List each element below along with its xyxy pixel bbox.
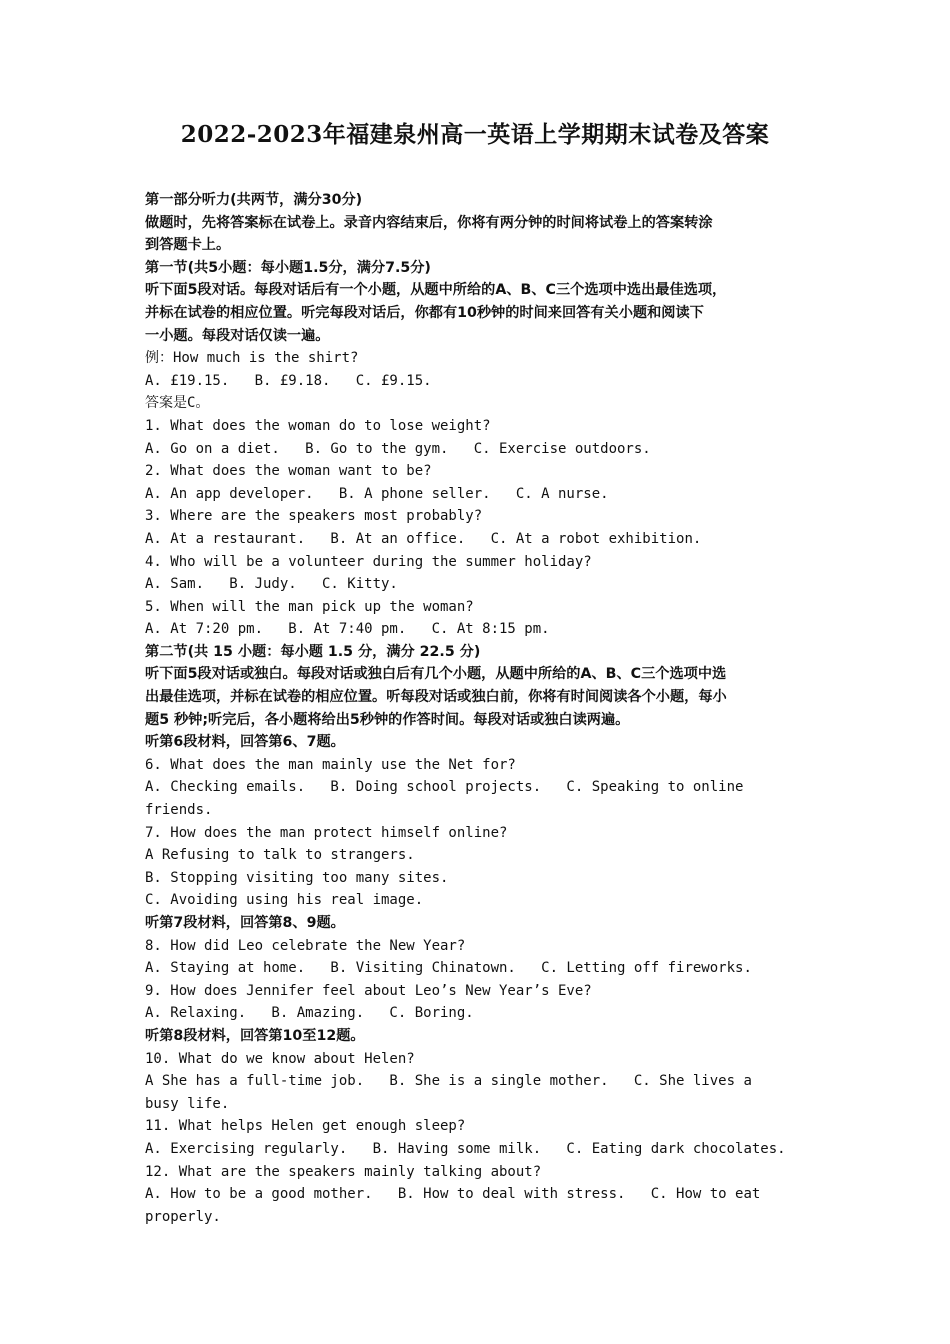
- question-text-line: 8. How did Leo celebrate the New Year?: [145, 937, 466, 954]
- question-text-line: 6. What does the man mainly use the Net for?: [145, 756, 516, 773]
- page-title: 2022-2023年福建泉州高一英语上学期期末试卷及答案: [180, 121, 770, 148]
- section-text-line: 第二节(共 15 小题：每小题 1.5 分，满分 22.5 分): [145, 643, 481, 660]
- question-text-line: 7. How does the man protect himself online?: [145, 824, 508, 841]
- section-text-line: 听下面5段对话。每段对话后有一个小题，从题中所给的A、B、C三个选项中选出最佳选项，: [145, 282, 727, 299]
- question-text-line: 2. What does the woman want to be?: [145, 463, 432, 480]
- question-text-line: B. Stopping visiting too many sites.: [145, 869, 449, 886]
- question-text-line: A. Exercising regularly. B. Having some milk. C. Eating dark chocolates.: [145, 1140, 786, 1157]
- question-text-line: 1. What does the woman do to lose weight?: [145, 417, 491, 434]
- question-text-line: A. An app developer. B. A phone seller. C. A nurse.: [145, 485, 609, 502]
- question-text-line: 答案是C。: [145, 395, 210, 412]
- question-text-line: A Refusing to talk to strangers.: [145, 847, 415, 864]
- section-text-line: 听第8段材料，回答第10至12题。: [145, 1027, 365, 1044]
- question-text-line: A. Sam. B. Judy. C. Kitty.: [145, 576, 398, 593]
- question-text-line: A. How to be a good mother. B. How to deal with stress. C. How to eat: [145, 1186, 761, 1203]
- section-text-line: 听下面5段对话或独白。每段对话或独白后有几个小题，从题中所给的A、B、C三个选项中选: [145, 666, 727, 683]
- section-text-line: 做题时，先将答案标在试卷上。录音内容结束后，你将有两分钟的时间将试卷上的答案转涂: [145, 214, 713, 231]
- question-text-line: 3. Where are the speakers most probably?: [145, 508, 483, 525]
- question-text-line: properly.: [145, 1208, 221, 1225]
- question-text-line: A. Relaxing. B. Amazing. C. Boring.: [145, 1005, 474, 1022]
- question-text-line: A. £19.15. B. £9.18. C. £9.15.: [145, 372, 432, 389]
- question-text-line: 10. What do we know about Helen?: [145, 1050, 415, 1067]
- question-text-line: A. Staying at home. B. Visiting Chinatown. C. Letting off fireworks.: [145, 960, 752, 977]
- question-text-line: 12. What are the speakers mainly talking about?: [145, 1163, 542, 1180]
- question-text-line: A. Go on a diet. B. Go to the gym. C. Exercise outdoors.: [145, 440, 651, 457]
- section-text-line: 并标在试卷的相应位置。听完每段对话后，你都有10秒钟的时间来回答有关小题和阅读下: [145, 304, 704, 321]
- section-text-line: 到答题卡上。: [145, 237, 231, 254]
- exam-content: [145, 189, 810, 1228]
- section-text-line: 第一部分听力(共两节，满分30分): [145, 192, 363, 208]
- question-text-line: A. At a restaurant. B. At an office. C. At a robot exhibition.: [145, 530, 702, 547]
- question-text-line: A She has a full-time job. B. She is a single mother. C. She lives a: [145, 1073, 752, 1090]
- question-text-line: 9. How does Jennifer feel about Leo’s New Year’s Eve?: [145, 982, 592, 999]
- section-text-line: 题5 秒钟;听完后，各小题将给出5秒钟的作答时间。每段对话或独白读两遍。: [145, 711, 630, 728]
- question-text-line: 5. When will the man pick up the woman?: [145, 598, 474, 615]
- question-text-line: 4. Who will be a volunteer during the summer holiday?: [145, 553, 592, 570]
- question-text-line: 11. What helps Helen get enough sleep?: [145, 1118, 466, 1135]
- section-text-line: 听第7段材料，回答第8、9题。: [145, 915, 345, 931]
- section-text-line: 第一节(共5小题：每小题1.5分，满分7.5分): [145, 259, 431, 276]
- question-text-line: C. Avoiding using his real image.: [145, 892, 424, 909]
- question-text-line: A. At 7:20 pm. B. At 7:40 pm. C. At 8:15 pm.: [145, 621, 550, 638]
- section-text-line: 一小题。每段对话仅读一遍。: [145, 327, 330, 344]
- question-text-line: friends.: [145, 802, 213, 819]
- question-text-line: 例：How much is the shirt?: [145, 350, 359, 367]
- question-text-line: A. Checking emails. B. Doing school projects. C. Speaking to online: [145, 779, 744, 796]
- section-text-line: 出最佳选项，并标在试卷的相应位置。听每段对话或独白前，你将有时间阅读各个小题，每小: [145, 689, 727, 706]
- section-text-line: 听第6段材料，回答第6、7题。: [145, 734, 345, 751]
- question-text-line: busy life.: [145, 1095, 230, 1112]
